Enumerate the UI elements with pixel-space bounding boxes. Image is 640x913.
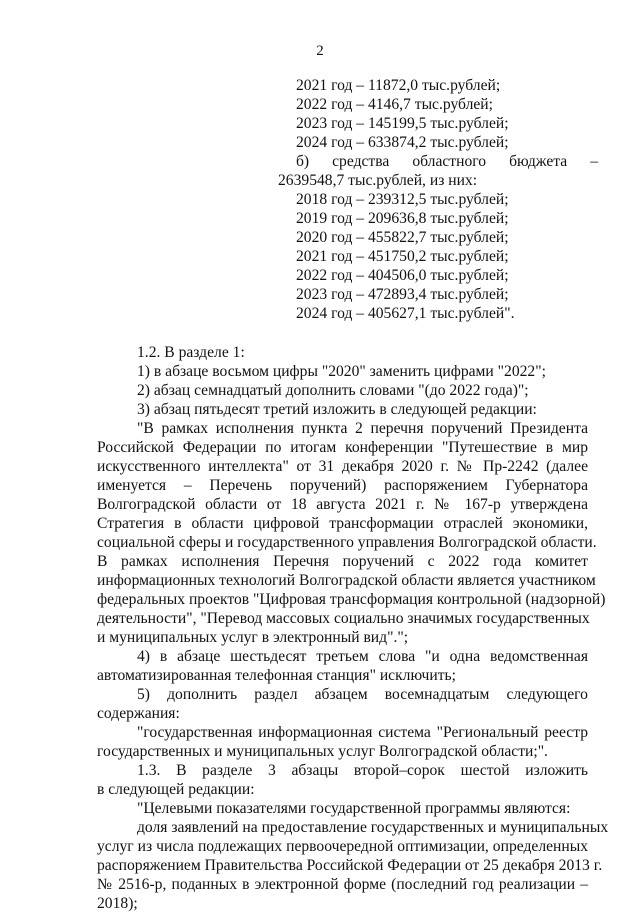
list-item: 4) в абзаце шестьдесят третьем слова "и одна ведомственная xyxy=(137,648,588,665)
paragraph-line: доля заявлений на предоставление государственных и муниципальных xyxy=(137,819,609,836)
word: разделе xyxy=(202,762,253,779)
quote-line: В рамках исполнения Перечня поручений с 2022 года комитет xyxy=(97,553,588,570)
word: б) xyxy=(296,153,310,170)
budget-line: 2018 год – 239312,5 тыс.рублей; xyxy=(296,191,509,208)
word: – xyxy=(590,153,599,170)
quote-line: информационных технологий Волгоградской области является участником xyxy=(97,572,596,589)
paragraph-line: 2018); xyxy=(97,895,138,912)
word: следующего xyxy=(506,686,588,703)
budget-line: 2020 год – 455822,7 тыс.рублей; xyxy=(296,229,509,246)
list-item xyxy=(137,686,588,704)
word: 1.3. xyxy=(137,762,161,779)
paragraph-line: распоряжением Правительства Российской Федерации от 25 декабря 2013 г. xyxy=(97,857,603,874)
word: бюджета xyxy=(509,153,568,170)
section-heading xyxy=(137,762,588,780)
page-number: 2 xyxy=(316,43,324,59)
paragraph-line: № 2516-р, поданных в электронной форме (последний год реализации – xyxy=(97,876,588,893)
word: дополнить xyxy=(167,686,238,703)
word: областного xyxy=(412,153,487,170)
word: раздел xyxy=(254,686,298,703)
list-item: автоматизированная телефонная станция" исключить; xyxy=(97,667,456,684)
word: шестой xyxy=(460,762,510,779)
section-heading: в следующей редакции: xyxy=(97,781,255,798)
quote-line: именуется – Перечень поручений) распоряжением Губернатора xyxy=(97,477,588,494)
word: 3 xyxy=(267,762,276,779)
budget-line: 2024 год – 633874,2 тыс.рублей; xyxy=(296,134,509,151)
word: восемнадцатым xyxy=(384,686,490,703)
word: абзацем xyxy=(314,686,368,703)
budget-line: 2021 год – 11872,0 тыс.рублей; xyxy=(296,77,501,94)
budget-line: 2023 год – 145199,5 тыс.рублей; xyxy=(296,115,509,132)
quote-line: социальной сферы и государственного управления Волгоградской области. xyxy=(97,534,597,551)
word: В xyxy=(176,762,187,779)
budget-line: 2022 год – 404506,0 тыс.рублей; xyxy=(296,267,509,284)
quote-line: Волгоградской области от 18 августа 2021 г. № 167-р утверждена xyxy=(97,496,588,513)
budget-line: 2024 год – 405627,1 тыс.рублей". xyxy=(296,305,515,322)
quote-line: и муниципальных услуг в электронный вид"."; xyxy=(97,629,409,646)
word: абзацы xyxy=(291,762,339,779)
quote-line: "В рамках исполнения пункта 2 перечня поручений Президента xyxy=(137,420,588,437)
paragraph-line: услуг из числа подлежащих первоочередной оптимизации, определенных xyxy=(97,838,588,855)
budget-line: 2023 год – 472893,4 тыс.рублей; xyxy=(296,286,509,303)
regional-budget-total: 2639548,7 тыс.рублей, из них: xyxy=(278,172,478,189)
list-item: 1) в абзаце восьмом цифры "2020" заменить цифрами "2022"; xyxy=(137,363,546,380)
budget-line: 2022 год – 4146,7 тыс.рублей; xyxy=(296,96,493,113)
regional-budget-line xyxy=(296,153,598,171)
word: изложить xyxy=(525,762,588,779)
section-heading: 1.2. В разделе 1: xyxy=(137,344,245,361)
quote-line: государственных и муниципальных услуг Волгоградской области;". xyxy=(97,743,548,760)
budget-line: 2019 год – 209636,8 тыс.рублей; xyxy=(296,210,509,227)
paragraph-line: "Целевыми показателями государственной программы являются: xyxy=(137,800,571,817)
word: средства xyxy=(332,153,390,170)
word: 5) xyxy=(137,686,150,703)
quote-line: искусственного интеллекта" от 31 декабря 2020 г. № Пр-2242 (далее xyxy=(97,458,588,475)
quote-line: деятельности", "Перевод массовых социально значимых государственных xyxy=(97,610,590,627)
list-item: содержания: xyxy=(97,705,180,722)
list-item: 2) абзац семнадцатый дополнить словами "(до 2022 года)"; xyxy=(137,382,529,399)
quote-line: Российской Федерации по итогам конференции "Путешествие в мир xyxy=(97,439,588,456)
quote-line: Стратегия в области цифровой трансформации отраслей экономики, xyxy=(97,515,588,532)
quote-line: федеральных проектов "Цифровая трансформация контрольной (надзорной) xyxy=(97,591,606,608)
word: второй–сорок xyxy=(353,762,445,779)
budget-line: 2021 год – 451750,2 тыс.рублей; xyxy=(296,248,509,265)
list-item: 3) абзац пятьдесят третий изложить в следующей редакции: xyxy=(137,401,537,418)
quote-line: "государственная информационная система "Региональный реестр xyxy=(137,724,588,741)
